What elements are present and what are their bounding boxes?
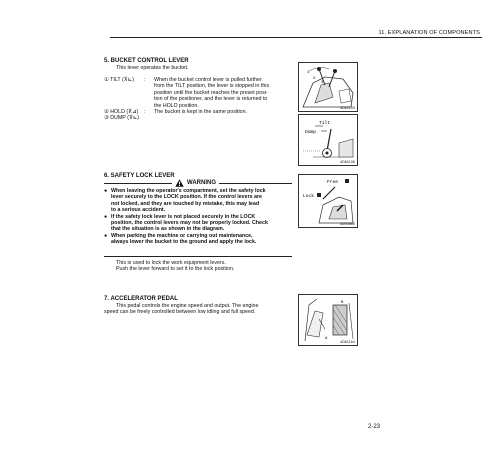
accelerator-pedal-figure	[298, 294, 358, 346]
safety-lock-figure	[298, 174, 358, 228]
item-hold: ② HOLD (⊼⊿) : The bucket is kept in the same position.	[104, 109, 300, 115]
chapter-header: 11. EXPLANATION OF COMPONENTS	[378, 30, 480, 36]
item-dump	[104, 115, 300, 121]
item-tilt: ① TILT (⊼⊾) : When the bucket control lever is pulled further from the TILT position, the lever is stopped in this position until the bucket reaches the preset posi- tion of the positioner, and the lever is returned to the HOLD position.	[104, 77, 300, 109]
free-label: Free	[327, 180, 339, 185]
section-7-title: 7. ACCELERATOR PEDAL	[104, 296, 178, 302]
warning-line: lever securely to the LOCK position. If the control levers are	[111, 194, 263, 201]
figure-id: 4D61103	[339, 106, 355, 110]
tilt-desc-line: tion of the positioner, and the lever is returned to	[154, 96, 268, 103]
accelerator-pedal-illustration	[299, 295, 357, 345]
warning-line: not locked, and they are touched by mistake, this may lead	[111, 200, 260, 207]
fig-callout-3: 3	[321, 81, 324, 85]
fig-callout-1: 1	[307, 71, 310, 75]
warning-line: that the situation is as shown in the diagram.	[111, 226, 225, 233]
warning-bullet: ● When leaving the operator's compartment, set the safety lock lever securely to the LOCK position. If the control levers are not locked, and they are touched by mistake, this may lead to a serious accident.	[104, 188, 266, 214]
hold-marker: ② HOLD	[104, 109, 125, 116]
tilt-label: Tilt	[319, 121, 331, 126]
warning-title: WARNING	[187, 180, 216, 186]
warning-rule-bottom	[104, 256, 292, 257]
warning-line: to a serious accident.	[111, 207, 166, 214]
body-line: Push the lever forward to set it to the lock position.	[116, 266, 235, 273]
tilt-desc-line: the HOLD position.	[154, 102, 199, 109]
tilt-marker: ① TILT	[104, 77, 121, 83]
section-6-title: 6. SAFETY LOCK LEVER	[104, 173, 175, 179]
tilt-dump-illustration	[299, 115, 357, 165]
body-line: speed can be freely controlled between low idling and full speed.	[104, 309, 256, 316]
warning-bullet: ● When parking the machine or carrying out maintenance, always lower the bucket to the ground and apply the lock.	[104, 232, 257, 246]
lock-label: Lock	[303, 194, 315, 199]
tilt-desc-line: from the TILT position, the lever is stopped in this	[154, 83, 270, 90]
figure-id: 4D61164	[339, 340, 355, 344]
section-5-items	[104, 77, 300, 122]
tilt-dump-figure	[298, 114, 358, 166]
header-rule	[110, 37, 482, 38]
section-5-intro: This lever operates the bucket.	[116, 65, 189, 71]
warning-line: always lower the bucket to the ground and apply the lock.	[111, 239, 257, 246]
section-5-title: 5. BUCKET CONTROL LEVER	[104, 58, 189, 64]
tilt-desc-line: When the bucket control lever is pulled further	[154, 77, 262, 83]
warning-line: If the safety lock lever is not placed securely in the LOCK	[111, 213, 256, 220]
warning-icon	[175, 179, 184, 187]
body-line: This is used to lock the work equipment levers.	[116, 260, 226, 266]
safety-lock-illustration	[299, 175, 357, 227]
dump-label: Dump	[305, 130, 317, 135]
warning-bullet: ● If the safety lock lever is not placed securely in the LOCK position, the control levers may not be properly locked. Check that the situation is as shown in the diagram.	[104, 213, 268, 233]
bucket-lever-figure	[298, 62, 358, 112]
figure-id: 4D60860	[339, 222, 355, 226]
section-7-body	[104, 303, 300, 316]
hold-desc: The bucket is kept in the same position.	[154, 109, 248, 116]
body-line: This pedal controls the engine speed and output. The engine	[116, 303, 259, 309]
warning-line: When leaving the operator's compartment, set the safety lock	[111, 188, 266, 194]
fig-callout-2: 2	[313, 77, 316, 81]
tilt-symbol: (⊼⊾)	[122, 77, 134, 83]
warning-line: When parking the machine or carrying out maintenance,	[111, 232, 253, 239]
fig-callout-a: A	[325, 337, 328, 341]
bucket-lever-illustration	[299, 63, 357, 111]
page-number: 2-23	[368, 424, 381, 430]
dump-marker: ③ DUMP	[104, 115, 126, 122]
section-6-body	[116, 260, 234, 273]
dump-symbol: (⊽⊾)	[127, 115, 140, 122]
warning-heading	[172, 179, 219, 187]
hold-symbol: (⊼⊿)	[126, 109, 139, 116]
warning-bullets	[104, 188, 294, 246]
tilt-desc-line: position until the bucket reaches the preset posi-	[154, 89, 268, 96]
warning-line: position, the control levers may not be properly locked. Check	[111, 220, 268, 227]
figure-id: 4D61106	[339, 160, 355, 164]
fig-callout-b: B	[341, 301, 344, 305]
